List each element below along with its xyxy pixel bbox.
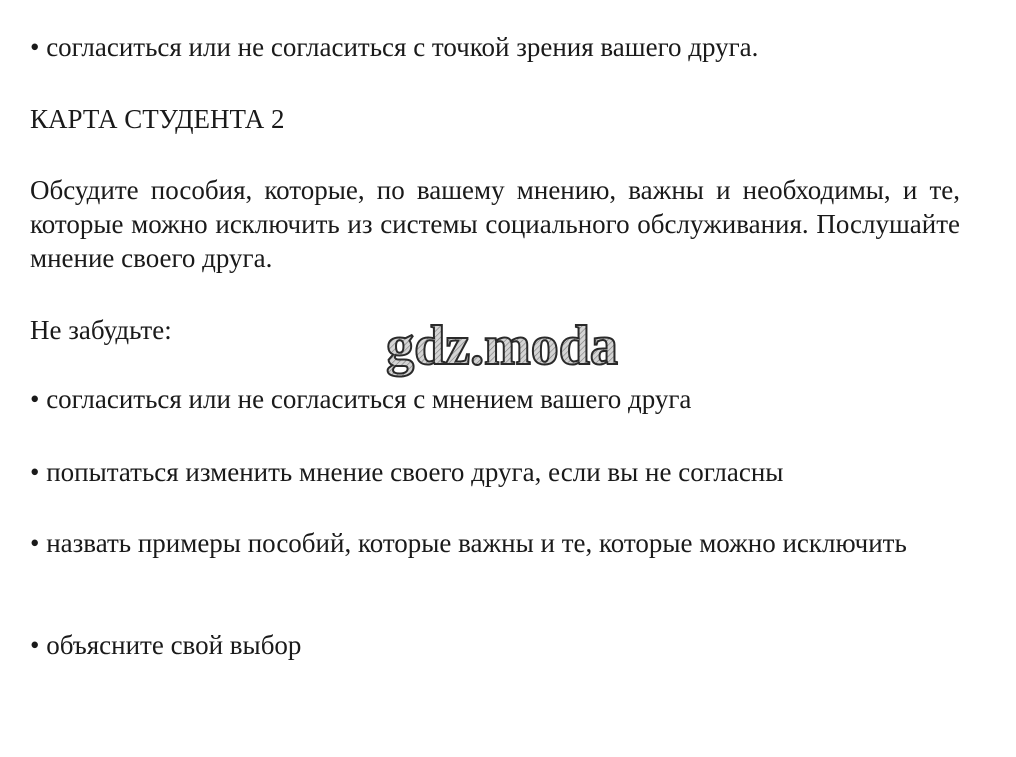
instruction-paragraph: Обсудите пособия, которые, по вашему мнению, важны и необходимы, и те, которые можно исключить из системы социального обслуживания. Послушайте мнение своего друга. [30,175,960,273]
bullet-change-opinion: • попытаться изменить мнение своего друга, если вы не согласны [30,457,784,487]
watermark-text: gdz.moda [386,318,618,377]
watermark-logo [352,318,652,388]
bullet-name-examples: • назвать примеры пособий, которые важны и те, которые можно исключить [30,528,907,558]
bullet-agree-viewpoint: • согласиться или не согласиться с точкой зрения вашего друга. [30,32,759,62]
bullet-explain-choice: • объясните свой выбор [30,630,302,660]
student-card-heading: КАРТА СТУДЕНТА 2 [30,104,285,134]
reminder-label: Не забудьте: [30,315,172,345]
bullet-agree-opinion: • согласиться или не согласиться с мнением вашего друга [30,384,692,414]
